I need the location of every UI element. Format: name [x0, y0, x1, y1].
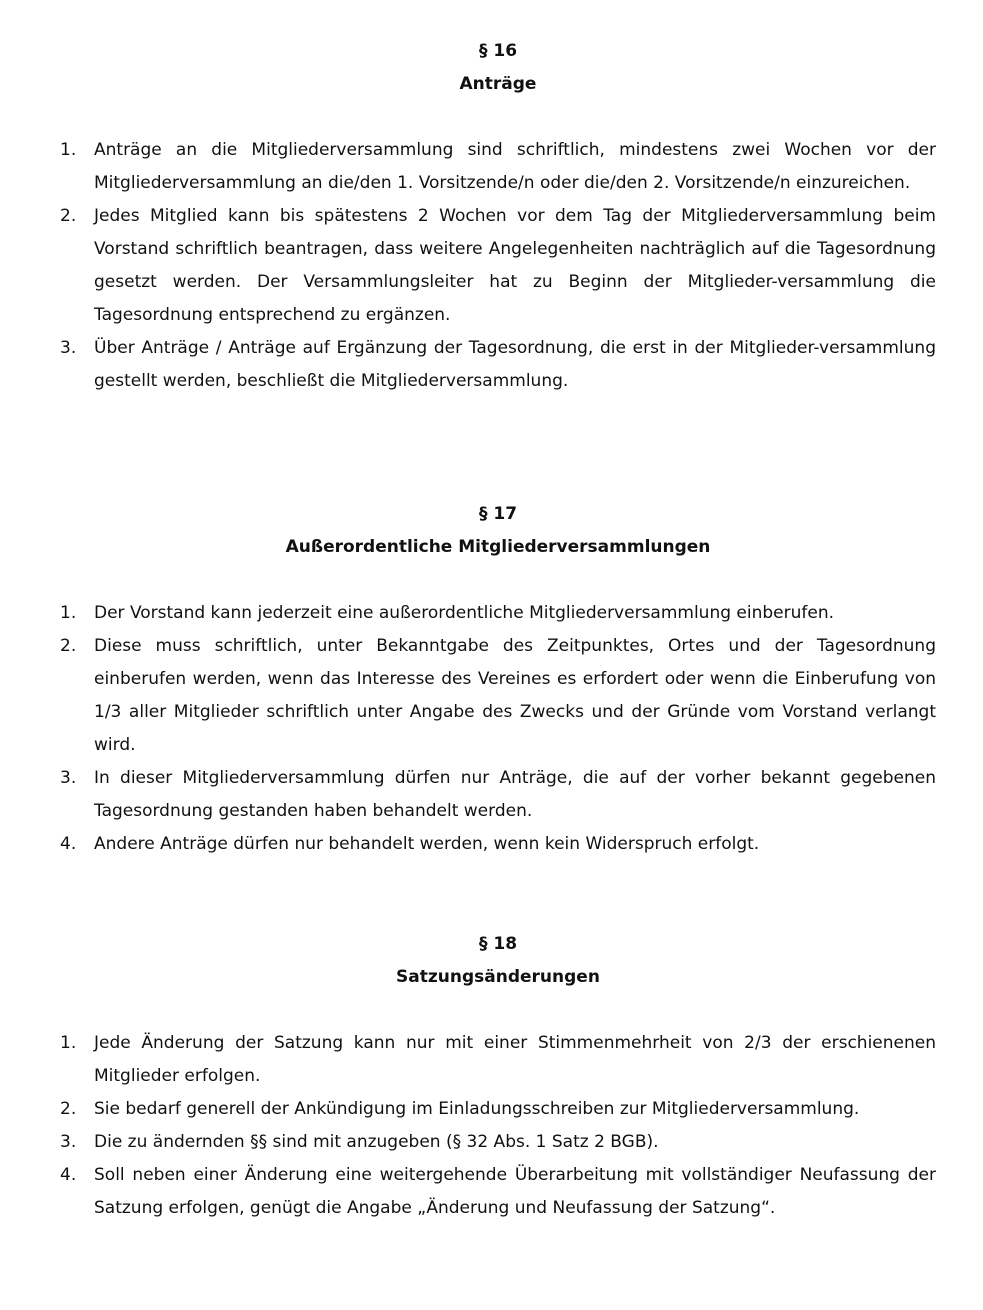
section-title: Satzungsänderungen [396, 967, 600, 987]
list-item [60, 332, 936, 398]
list-item [60, 630, 936, 762]
list-item [60, 134, 936, 200]
item-number: 3. [60, 1132, 77, 1152]
list-item [60, 1093, 936, 1126]
item-number: 1. [60, 140, 77, 160]
section-title: Anträge [459, 74, 537, 94]
item-text: Sie bedarf generell der Ankündigung im Einladungsschreiben zur Mitgliederversammlung. [94, 1099, 860, 1119]
item-number: 4. [60, 834, 77, 854]
item-number: 2. [60, 206, 77, 226]
section-16 [60, 35, 936, 398]
item-text: Andere Anträge dürfen nur behandelt werden, wenn kein Widerspruch erfolgt. [94, 834, 760, 854]
item-number: 3. [60, 768, 77, 788]
list-item [60, 762, 936, 828]
section-item-list [60, 597, 936, 861]
list-item [60, 200, 936, 332]
item-text: Jede Änderung der Satzung kann nur mit einer Stimmenmehrheit von 2/3 der erschienenen Mitglieder erfolgen. [94, 1033, 936, 1086]
list-item [60, 1159, 936, 1225]
item-number: 2. [60, 1099, 77, 1119]
item-number: 1. [60, 603, 77, 623]
item-text: Über Anträge / Anträge auf Ergänzung der Tagesordnung, die erst in der Mitglieder-versammlung gestellt werden, beschließt die Mitgliederversammlung. [94, 338, 936, 391]
section-18 [60, 928, 936, 1225]
section-number: § 16 [478, 41, 518, 61]
item-text: Der Vorstand kann jederzeit eine außerordentliche Mitgliederversammlung einberufen. [94, 603, 835, 623]
item-text: Jedes Mitglied kann bis spätestens 2 Wochen vor dem Tag der Mitgliederversammlung beim Vorstand schriftlich beantragen, dass weitere Angelegenheiten nachträglich auf die Tagesordnung gesetzt werden. Der Versammlungsleiter hat zu Beginn der Mitglieder-versammlung die Tagesordnung entsprechend zu ergänzen. [94, 206, 936, 325]
section-number: § 18 [478, 934, 518, 954]
item-number: 2. [60, 636, 77, 656]
list-item [60, 597, 936, 630]
list-item [60, 1126, 936, 1159]
item-text: In dieser Mitgliederversammlung dürfen nur Anträge, die auf der vorher bekannt gegebenen Tagesordnung gestanden haben behandelt werden. [94, 768, 936, 821]
list-item [60, 1027, 936, 1093]
item-number: 3. [60, 338, 77, 358]
item-number: 4. [60, 1165, 77, 1185]
item-text: Die zu ändernden §§ sind mit anzugeben (§ 32 Abs. 1 Satz 2 BGB). [94, 1132, 659, 1152]
list-item [60, 828, 936, 861]
item-number: 1. [60, 1033, 77, 1053]
item-text: Soll neben einer Änderung eine weitergehende Überarbeitung mit vollständiger Neufassung der Satzung erfolgen, genügt die Angabe „Änderung und Neufassung der Satzung“. [94, 1165, 936, 1218]
section-item-list [60, 1027, 936, 1225]
item-text: Diese muss schriftlich, unter Bekanntgabe des Zeitpunktes, Ortes und der Tagesordnung einberufen werden, wenn das Interesse des Vereines es erfordert oder wenn die Einberufung von 1/3 aller Mitglieder schriftlich unter Angabe des Zwecks und der Gründe vom Vorstand verlangt wird. [94, 636, 936, 755]
item-text: Anträge an die Mitgliederversammlung sind schriftlich, mindestens zwei Wochen vor der Mitgliederversammlung an die/den 1. Vorsitzende/n oder die/den 2. Vorsitzende/n einzureichen. [94, 140, 936, 193]
section-number: § 17 [478, 504, 518, 524]
section-item-list [60, 134, 936, 398]
section-title: Außerordentliche Mitgliederversammlungen [285, 537, 711, 557]
section-17 [60, 498, 936, 861]
